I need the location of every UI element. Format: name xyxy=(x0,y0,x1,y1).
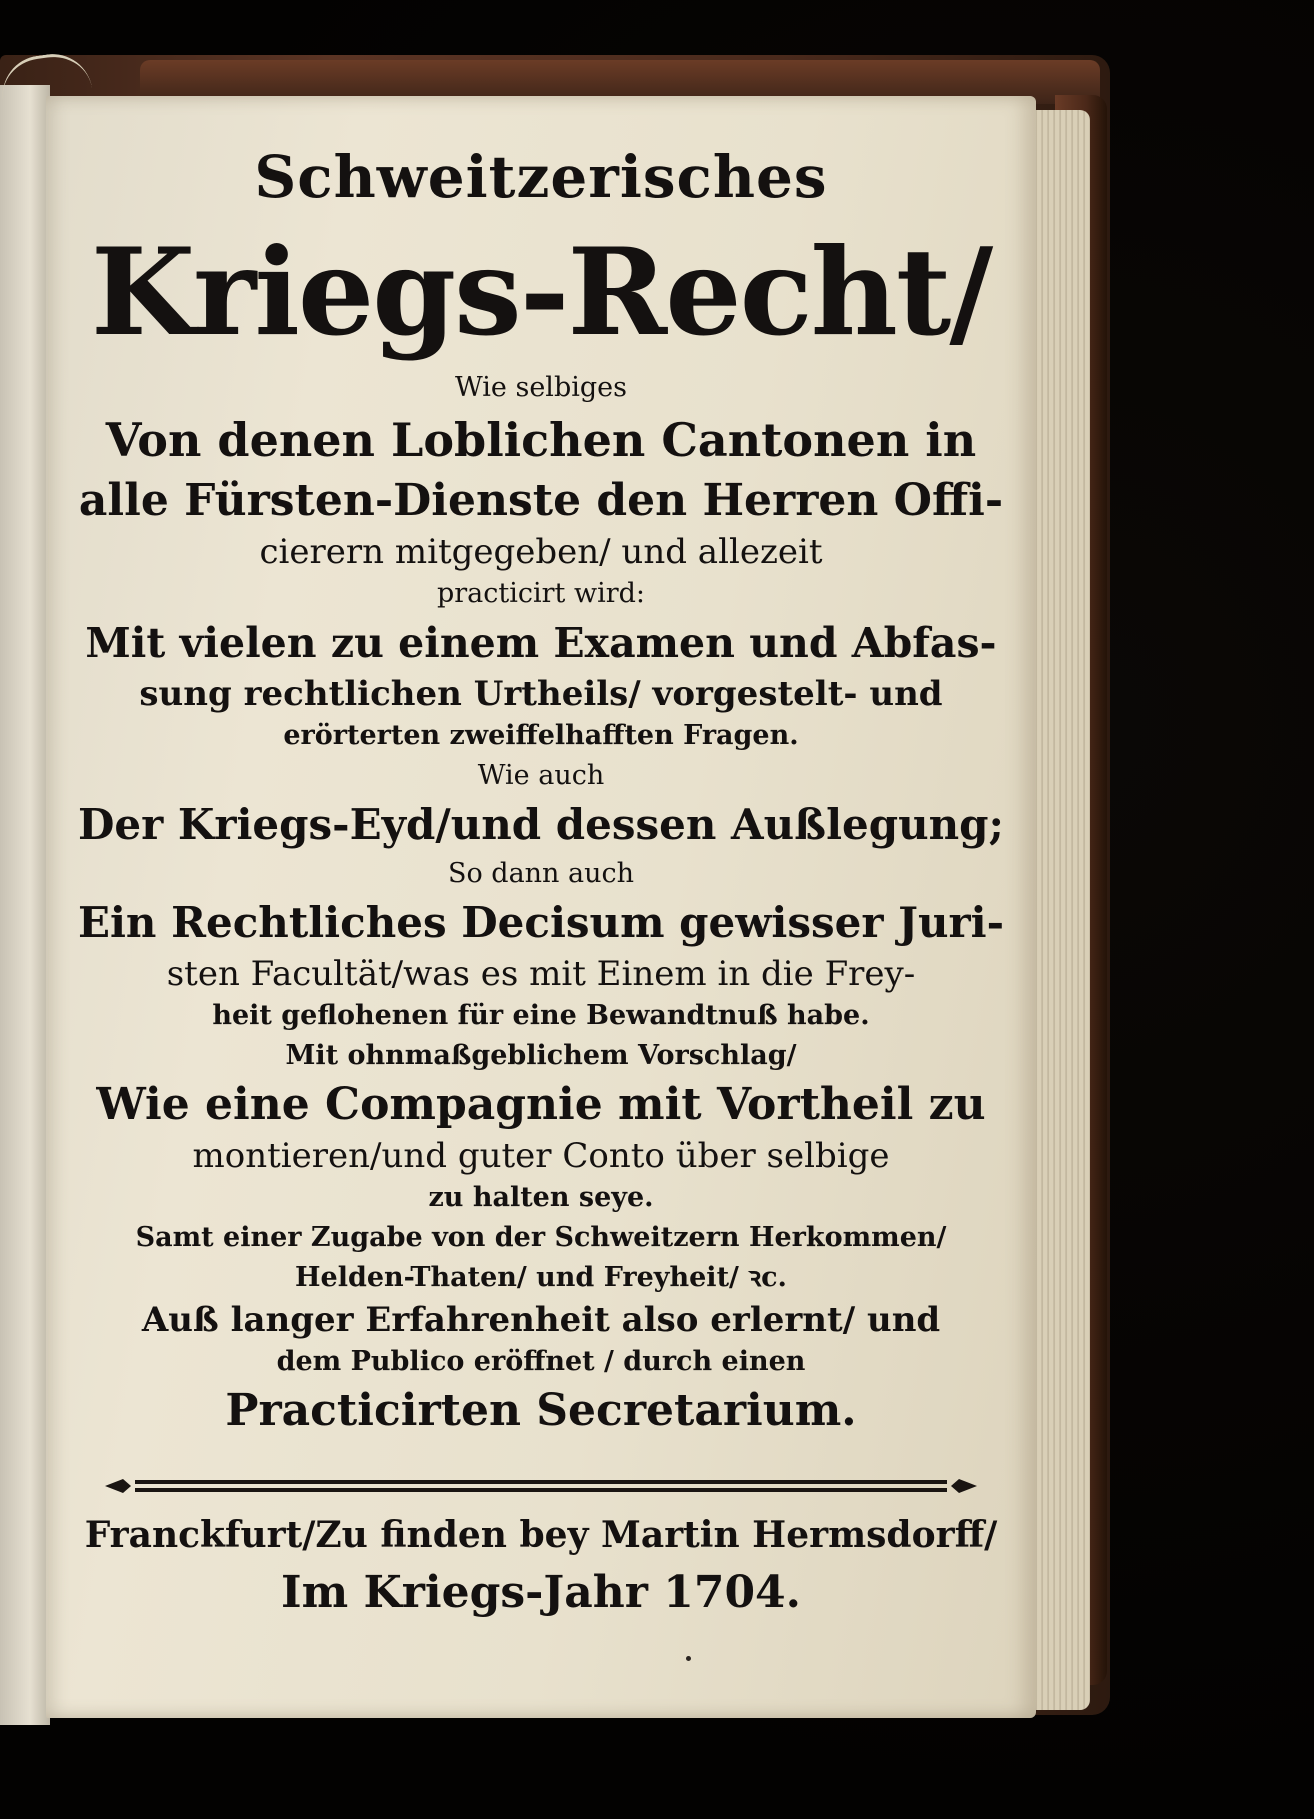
title-page xyxy=(46,96,1036,1718)
ink-speck xyxy=(686,1656,691,1661)
title-line-19: montieren/und guter Conto über selbige xyxy=(192,1136,890,1176)
title-line-07: practicirt wird: xyxy=(436,578,646,609)
title-line-03: Wie selbiges xyxy=(455,372,627,403)
title-line-15: sten Facultät/was es mit Einem in die Frey- xyxy=(166,954,916,994)
imprint-line-2: Im Kriegs-Jahr 1704. xyxy=(281,1567,801,1618)
title-line-01: Schweitzerisches xyxy=(254,143,828,211)
title-line-22: Helden-Thaten/ und Freyheit/ ꝛc. xyxy=(295,1262,787,1293)
left-page-edge xyxy=(0,85,50,1725)
imprint-line-1: Franckfurt/Zu finden bey Martin Hermsdorff/ xyxy=(84,1514,998,1556)
title-line-04: Von denen Loblichen Cantonen in xyxy=(105,413,977,467)
title-line-20: zu halten seye. xyxy=(428,1182,654,1213)
title-line-05: alle Fürsten-Dienste den Herren Offi- xyxy=(78,475,1004,526)
title-line-09: sung rechtlichen Urtheils/ vorgestelt- und xyxy=(139,674,943,714)
title-line-12: Der Kriegs-Eyd/und dessen Außlegung; xyxy=(77,800,1005,849)
title-line-17: Mit ohnmaßgeblichem Vorschlag/ xyxy=(285,1040,797,1071)
title-line-06: cierern mitgegeben/ und allezeit xyxy=(259,532,823,572)
main-title: Kriegs-Recht/ xyxy=(90,222,992,363)
title-line-11: Wie auch xyxy=(477,760,605,791)
ornamental-rule xyxy=(101,1474,981,1498)
title-line-10: erörterten zweiffelhafften Fragen. xyxy=(283,720,799,751)
title-line-08: Mit vielen zu einem Examen und Abfas- xyxy=(85,619,997,667)
title-text-block xyxy=(46,136,1036,1440)
imprint-block xyxy=(46,1506,1036,1622)
title-line-13: So dann auch xyxy=(447,858,635,889)
title-line-14: Ein Rechtliches Decisum gewisser Juri- xyxy=(77,898,1005,947)
title-line-23: Auß langer Erfahrenheit also erlernt/ und xyxy=(141,1300,941,1340)
title-line-24: dem Publico eröffnet / durch einen xyxy=(276,1346,806,1377)
title-line-25: Practicirten Secretarium. xyxy=(225,1385,857,1436)
title-line-18: Wie eine Compagnie mit Vortheil zu xyxy=(96,1079,986,1130)
title-line-21: Samt einer Zugabe von der Schweitzern Herkommen/ xyxy=(135,1222,947,1253)
title-line-16: heit geflohenen für eine Bewandtnuß habe. xyxy=(212,1000,870,1031)
